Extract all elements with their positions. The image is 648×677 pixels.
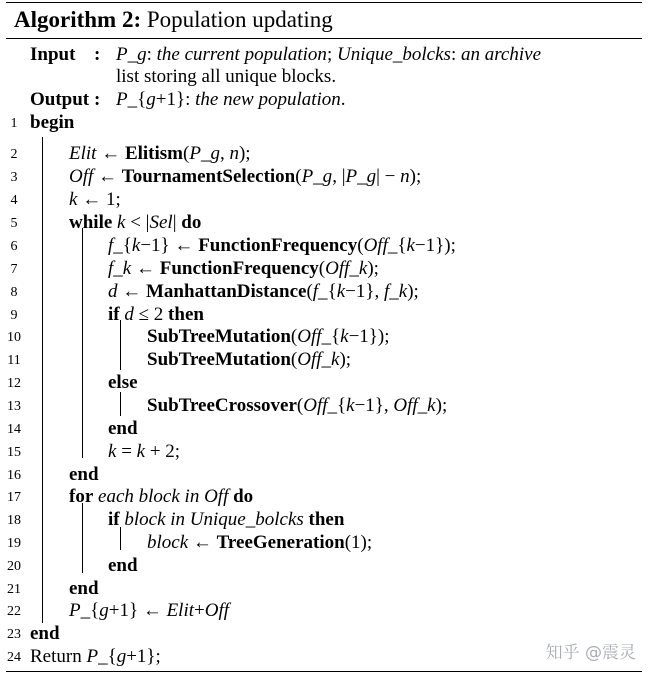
line-number: 5 xyxy=(10,216,18,231)
line-number: 14 xyxy=(7,422,21,437)
algorithm-line: end xyxy=(108,418,138,439)
input-colon: : xyxy=(94,44,101,65)
line-number: 11 xyxy=(7,353,21,368)
line-number: 8 xyxy=(10,285,18,300)
scope-bar-while xyxy=(82,228,83,458)
algorithm-line: Return P_{g+1}; xyxy=(30,646,161,667)
algorithm-title xyxy=(14,7,333,33)
algorithm-line: for each block in Off do xyxy=(69,486,254,507)
scope-bar-begin xyxy=(42,137,43,623)
line-number: 16 xyxy=(7,468,21,483)
algorithm-name: Population updating xyxy=(146,7,333,32)
watermark: 知乎 @震灵 xyxy=(545,643,636,663)
algorithm-line: f_k ← FunctionFrequency(Off_k); xyxy=(108,258,379,279)
algorithm-line: k = k + 2; xyxy=(108,441,181,462)
input-row xyxy=(30,44,75,66)
line-number: 18 xyxy=(7,513,21,528)
algorithm-line: if d ≤ 2 then xyxy=(108,304,204,325)
algorithm-line: P_{g+1} ← Elit+Off xyxy=(69,600,230,621)
algorithm-line: SubTreeCrossover(Off_{k−1}, Off_k); xyxy=(147,395,448,416)
scope-bar-if xyxy=(120,320,121,370)
input-text-1: P_g: the current population; Unique_bolcks: an archive xyxy=(116,44,542,65)
line-number: 10 xyxy=(7,330,21,345)
algorithm-label: Algorithm 2: xyxy=(14,7,142,32)
algorithm-line: SubTreeMutation(Off_k); xyxy=(147,349,352,370)
title-rule xyxy=(6,38,642,39)
line-number: 23 xyxy=(7,627,21,642)
algorithm-line: SubTreeMutation(Off_{k−1}); xyxy=(147,326,390,347)
algorithm-line: end xyxy=(30,623,60,644)
input-text-2: list storing all unique blocks. xyxy=(116,66,337,87)
line-number: 9 xyxy=(10,308,18,323)
algorithm-line: k ← 1; xyxy=(69,189,121,210)
input-label: Input xyxy=(30,44,76,65)
line-number: 17 xyxy=(7,490,21,505)
algorithm-line: end xyxy=(108,555,138,576)
line-number: 1 xyxy=(10,116,18,131)
line-number: 2 xyxy=(10,147,18,162)
line-number: 20 xyxy=(7,559,21,574)
algorithm-line: Elit ← Elitism(P_g, n); xyxy=(69,143,251,164)
line-number: 21 xyxy=(7,582,21,597)
line-number: 3 xyxy=(10,170,18,185)
line-number: 7 xyxy=(10,262,18,277)
line-number: 22 xyxy=(7,604,21,619)
algorithm-line: begin xyxy=(30,112,75,133)
scope-bar-for xyxy=(82,503,83,573)
line-number: 12 xyxy=(7,376,21,391)
line-number: 13 xyxy=(7,399,21,414)
algorithm-line: f_{k−1} ← FunctionFrequency(Off_{k−1}); xyxy=(108,235,456,256)
line-number: 24 xyxy=(7,650,21,665)
output-row xyxy=(30,89,89,111)
line-number: 15 xyxy=(7,445,21,460)
algorithm-line: end xyxy=(69,578,99,599)
output-text: P_{g+1}: the new population. xyxy=(116,89,346,110)
algorithm-line: d ← ManhattanDistance(f_{k−1}, f_k); xyxy=(108,281,419,302)
algorithm-line: Off ← TournamentSelection(P_g, |P_g| − n); xyxy=(69,166,422,187)
line-number: 6 xyxy=(10,239,18,254)
algorithm-line: block ← TreeGeneration(1); xyxy=(147,532,373,553)
output-label: Output xyxy=(30,89,90,110)
algorithm-line: if block in Unique_bolcks then xyxy=(108,509,345,530)
line-number: 19 xyxy=(7,536,21,551)
line-number: 4 xyxy=(10,193,18,208)
output-colon: : xyxy=(94,89,101,110)
algorithm-line: end xyxy=(69,464,99,485)
scope-bar-else xyxy=(120,392,121,416)
algorithm-line: else xyxy=(108,372,138,393)
algorithm-line: while k < |Sel| do xyxy=(69,212,202,233)
